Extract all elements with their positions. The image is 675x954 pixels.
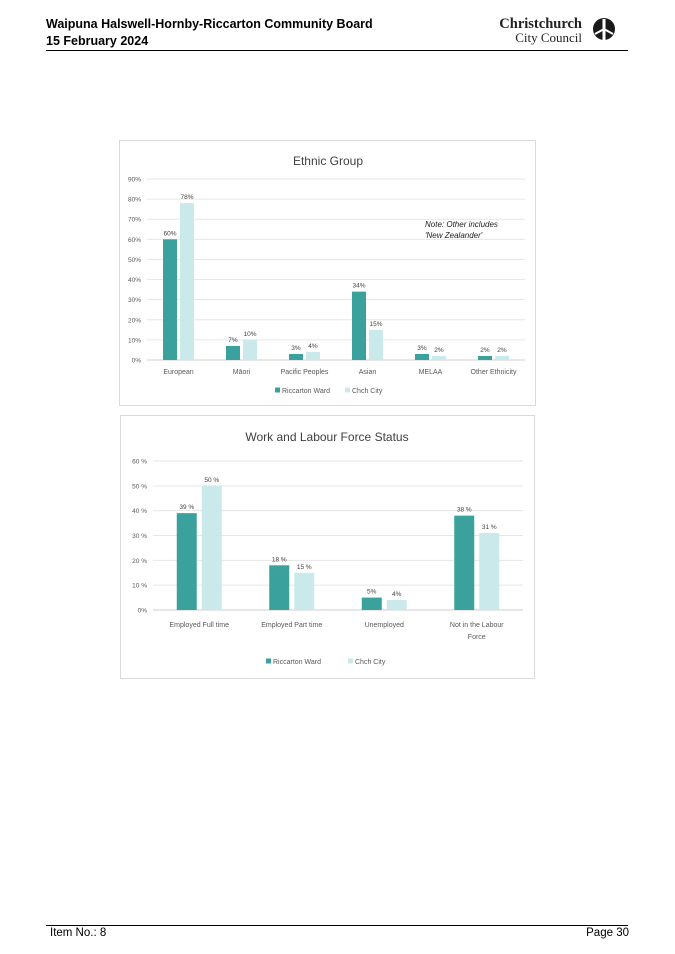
bar-riccarton-ward-pacific-peoples [289,354,303,360]
chart-note-line2: 'New Zealander' [425,231,483,240]
legend-swatch-chch-city [345,388,350,393]
bar-riccarton-ward-melaa [415,354,429,360]
data-label-chch-city-employed-full-time: 50 % [204,476,220,484]
data-label-riccarton-ward-melaa: 3% [417,344,427,352]
y-tick-label: 20 % [132,557,147,565]
bar-chch-city-m-ori [243,340,257,360]
data-label-chch-city-pacific-peoples: 4% [308,342,318,350]
bar-riccarton-ward-european [163,239,177,360]
bar-chch-city-employed-full-time [202,486,222,610]
y-tick-label: 60% [127,236,141,244]
legend-label-riccarton-ward: Riccarton Ward [282,388,330,395]
data-label-chch-city-employed-part-time: 15 % [296,563,312,571]
ethnic-group-chart [119,140,536,406]
bar-chch-city-melaa [432,356,446,360]
y-tick-label: 20% [127,317,141,325]
data-label-chch-city-not-in-the-labour-force: 31 % [481,524,497,532]
bar-riccarton-ward-asian [352,292,366,360]
legend-swatch-chch-city [348,659,353,664]
logo-line2: City Council [515,30,582,45]
data-label-chch-city-asian: 15% [369,320,383,328]
cathedral-icon [592,17,616,43]
x-category-label-employed-full-time: Employed Full time [169,622,230,629]
y-tick-label: 30% [127,297,141,305]
bar-riccarton-ward-employed-part-time [269,565,289,610]
data-label-riccarton-ward-not-in-the-labour-force: 38 % [456,506,472,514]
x-category-label-other-ethnicity: Other Ethnicity [470,369,517,376]
legend-label-riccarton-ward: Riccarton Ward [273,659,321,666]
data-label-riccarton-ward-employed-part-time: 18 % [271,556,287,564]
data-label-chch-city-m-ori: 10% [243,330,257,338]
data-label-riccarton-ward-employed-full-time: 39 % [179,504,195,512]
data-label-riccarton-ward-unemployed: 5% [367,588,377,596]
y-tick-label: 40 % [132,508,147,516]
chart-note-line1: Note: Other includes [425,220,498,229]
x-category-label-melaa: MELAA [418,369,443,376]
bar-chch-city-employed-part-time [294,573,314,610]
work-labour-chart [120,415,535,679]
legend-label-chch-city: Chch City [352,388,383,395]
y-tick-label: 0% [131,357,141,365]
chart-title: Work and Labour Force Status [245,430,409,444]
footer-item-number: Item No.: 8 [50,927,107,939]
x-category-label-not-in-the-labour-force: Force [467,634,486,641]
data-label-riccarton-ward-m-ori: 7% [228,336,238,344]
council-logo [500,14,630,48]
y-tick-label: 60 % [132,458,147,466]
data-label-chch-city-melaa: 2% [434,346,444,354]
x-category-label-asian: Asian [358,369,377,376]
bar-riccarton-ward-other-ethnicity [478,356,492,360]
x-category-label-pacific-peoples: Pacific Peoples [280,369,329,376]
y-tick-label: 0% [137,607,147,615]
ethnic-group-chart-svg [120,141,535,405]
y-tick-label: 10 % [132,582,147,590]
y-tick-label: 10% [127,337,141,345]
legend-swatch-riccarton-ward [275,388,280,393]
bar-riccarton-ward-m-ori [226,346,240,360]
bar-riccarton-ward-employed-full-time [177,513,197,610]
bar-chch-city-asian [369,330,383,360]
page-header-title: Waipuna Halswell-Hornby-Riccarton Community Board [46,17,373,31]
y-tick-label: 30 % [132,533,147,540]
bar-chch-city-not-in-the-labour-force [479,533,499,610]
header-rule [46,50,628,51]
x-category-label-european: European [163,369,194,376]
logo-line1: Christchurch [499,16,582,32]
work-labour-chart-svg [121,416,534,678]
bar-chch-city-european [180,203,194,360]
y-tick-label: 40% [127,277,141,285]
y-tick-label: 50% [127,256,141,264]
bar-riccarton-ward-unemployed [362,598,382,610]
legend-label-chch-city: Chch City [355,659,386,666]
data-label-chch-city-other-ethnicity: 2% [497,346,507,354]
data-label-riccarton-ward-other-ethnicity: 2% [480,346,490,354]
y-tick-label: 70% [127,216,141,224]
x-category-label-m-ori: Māori [232,369,251,376]
data-label-riccarton-ward-asian: 34% [352,282,366,290]
y-tick-label: 50 % [132,483,147,491]
data-label-chch-city-unemployed: 4% [392,591,402,599]
x-category-label-not-in-the-labour-force: Not in the Labour [449,622,504,629]
x-category-label-unemployed: Unemployed [364,622,404,629]
bar-chch-city-pacific-peoples [306,352,320,360]
bar-riccarton-ward-not-in-the-labour-force [454,516,474,610]
chart-title: Ethnic Group [292,154,364,168]
x-category-label-employed-part-time: Employed Part time [261,622,323,629]
bar-chch-city-other-ethnicity [495,356,509,360]
data-label-riccarton-ward-european: 60% [163,230,177,238]
footer-rule [46,925,628,926]
footer-page-number: Page 30 [586,927,629,939]
page-header-date: 15 February 2024 [46,34,149,48]
legend-swatch-riccarton-ward [266,659,271,664]
data-label-riccarton-ward-pacific-peoples: 3% [291,344,301,352]
data-label-chch-city-european: 78% [180,194,194,202]
y-tick-label: 90% [127,176,141,184]
chart-note [425,219,498,241]
y-tick-label: 80% [127,196,141,204]
bar-chch-city-unemployed [387,600,407,610]
